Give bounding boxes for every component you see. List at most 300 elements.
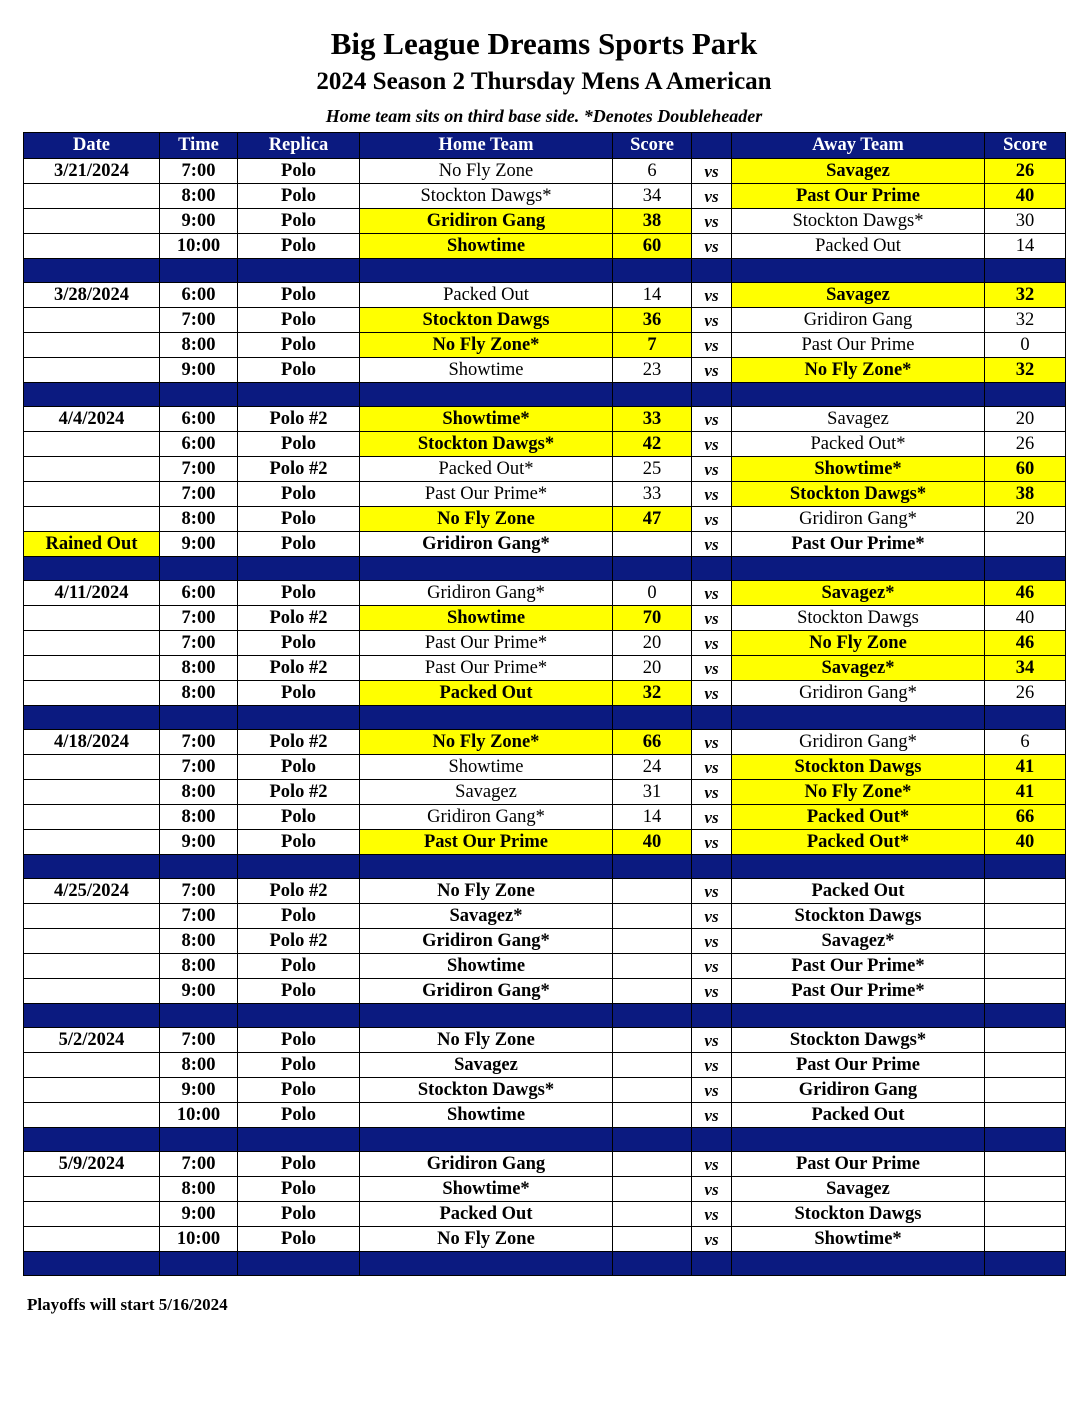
date-cell <box>24 979 160 1004</box>
date-cell <box>24 904 160 929</box>
separator-cell <box>692 855 732 879</box>
home-score-cell: 24 <box>613 755 692 780</box>
vs-cell: vs <box>692 482 732 507</box>
table-row <box>24 1103 1066 1128</box>
separator-cell <box>613 1004 692 1028</box>
home-team-cell: Gridiron Gang <box>360 1152 613 1177</box>
home-team-cell: No Fly Zone <box>360 1227 613 1252</box>
away-team-cell: Savagez* <box>732 929 985 954</box>
separator-cell <box>613 1252 692 1276</box>
footer-note: Playoffs will start 5/16/2024 <box>27 1295 228 1314</box>
page-note: Home team sits on third base side. *Denotes Doubleheader <box>325 106 763 126</box>
date-cell <box>24 830 160 855</box>
home-score-cell: 31 <box>613 780 692 805</box>
table-row <box>24 333 1066 358</box>
home-score-cell: 33 <box>613 482 692 507</box>
date-cell <box>24 681 160 706</box>
home-team-cell: Packed Out* <box>360 457 613 482</box>
vs-cell: vs <box>692 755 732 780</box>
separator-cell <box>160 706 238 730</box>
vs-cell: vs <box>692 234 732 259</box>
date-cell <box>24 1227 160 1252</box>
date-note-cell: Rained Out <box>24 532 160 557</box>
table-row <box>24 1177 1066 1202</box>
replica-cell: Polo <box>238 681 360 706</box>
vs-cell: vs <box>692 184 732 209</box>
separator-cell <box>360 1252 613 1276</box>
table-row <box>24 730 1066 755</box>
home-score-cell <box>613 1227 692 1252</box>
separator-cell <box>360 259 613 283</box>
replica-cell: Polo <box>238 432 360 457</box>
away-score-cell: 32 <box>985 308 1066 333</box>
replica-cell: Polo <box>238 1103 360 1128</box>
table-row <box>24 308 1066 333</box>
schedule-table <box>23 132 1066 1276</box>
home-team-cell: Savagez <box>360 1053 613 1078</box>
col-away-score-header: Score <box>985 133 1066 159</box>
away-score-cell: 0 <box>985 333 1066 358</box>
home-score-cell: 6 <box>613 159 692 184</box>
replica-cell: Polo #2 <box>238 879 360 904</box>
away-score-cell <box>985 904 1066 929</box>
date-cell <box>24 432 160 457</box>
vs-cell: vs <box>692 1227 732 1252</box>
table-row <box>24 159 1066 184</box>
time-cell: 7:00 <box>160 631 238 656</box>
separator-cell <box>985 259 1066 283</box>
away-score-cell <box>985 1053 1066 1078</box>
away-team-cell: Stockton Dawgs* <box>732 1028 985 1053</box>
home-team-cell: Past Our Prime* <box>360 631 613 656</box>
separator-cell <box>692 1128 732 1152</box>
away-team-cell: Savagez* <box>732 656 985 681</box>
separator-cell <box>985 855 1066 879</box>
date-cell <box>24 954 160 979</box>
table-row <box>24 532 1066 557</box>
vs-cell: vs <box>692 805 732 830</box>
vs-cell: vs <box>692 1177 732 1202</box>
separator-cell <box>692 383 732 407</box>
separator-cell <box>238 855 360 879</box>
separator-cell <box>360 1128 613 1152</box>
separator-cell <box>360 383 613 407</box>
replica-cell: Polo <box>238 532 360 557</box>
home-score-cell <box>613 1053 692 1078</box>
home-team-cell: Stockton Dawgs* <box>360 432 613 457</box>
separator-cell <box>24 383 160 407</box>
home-score-cell: 33 <box>613 407 692 432</box>
vs-cell: vs <box>692 209 732 234</box>
separator-cell <box>238 1004 360 1028</box>
vs-cell: vs <box>692 830 732 855</box>
separator-cell <box>360 706 613 730</box>
time-cell: 7:00 <box>160 755 238 780</box>
home-team-cell: Gridiron Gang* <box>360 929 613 954</box>
replica-cell: Polo <box>238 631 360 656</box>
home-team-cell: Gridiron Gang* <box>360 805 613 830</box>
time-cell: 6:00 <box>160 407 238 432</box>
home-team-cell: Showtime <box>360 1103 613 1128</box>
home-team-cell: Past Our Prime* <box>360 482 613 507</box>
away-team-cell: Packed Out <box>732 1103 985 1128</box>
time-cell: 8:00 <box>160 656 238 681</box>
vs-cell: vs <box>692 308 732 333</box>
vs-cell: vs <box>692 681 732 706</box>
replica-cell: Polo <box>238 1053 360 1078</box>
away-team-cell: Past Our Prime <box>732 184 985 209</box>
table-row <box>24 432 1066 457</box>
home-team-cell: Gridiron Gang* <box>360 979 613 1004</box>
separator-cell <box>160 855 238 879</box>
vs-cell: vs <box>692 407 732 432</box>
vs-cell: vs <box>692 1028 732 1053</box>
home-team-cell: No Fly Zone <box>360 1028 613 1053</box>
replica-cell: Polo <box>238 507 360 532</box>
separator-cell <box>360 557 613 581</box>
away-score-cell: 26 <box>985 681 1066 706</box>
away-score-cell <box>985 1103 1066 1128</box>
away-score-cell: 32 <box>985 358 1066 383</box>
time-cell: 10:00 <box>160 234 238 259</box>
away-score-cell: 20 <box>985 507 1066 532</box>
table-row <box>24 1202 1066 1227</box>
table-row <box>24 879 1066 904</box>
vs-cell: vs <box>692 1078 732 1103</box>
col-time-header: Time <box>160 133 238 159</box>
home-score-cell <box>613 1152 692 1177</box>
week-separator-row <box>24 259 1066 283</box>
separator-cell <box>160 383 238 407</box>
away-team-cell: Stockton Dawgs <box>732 904 985 929</box>
separator-cell <box>613 383 692 407</box>
away-score-cell <box>985 1078 1066 1103</box>
time-cell: 8:00 <box>160 507 238 532</box>
home-score-cell: 32 <box>613 681 692 706</box>
away-score-cell: 6 <box>985 730 1066 755</box>
table-row <box>24 780 1066 805</box>
week-separator-row <box>24 706 1066 730</box>
home-score-cell: 20 <box>613 631 692 656</box>
page-subtitle: 2024 Season 2 Thursday Mens A American <box>316 68 772 95</box>
away-score-cell <box>985 1028 1066 1053</box>
separator-cell <box>985 1004 1066 1028</box>
separator-cell <box>24 259 160 283</box>
away-team-cell: Stockton Dawgs <box>732 606 985 631</box>
away-score-cell <box>985 1202 1066 1227</box>
table-row <box>24 755 1066 780</box>
date-cell: 5/2/2024 <box>24 1028 160 1053</box>
home-score-cell <box>613 532 692 557</box>
away-score-cell: 32 <box>985 283 1066 308</box>
table-row <box>24 358 1066 383</box>
separator-cell <box>360 1004 613 1028</box>
date-cell <box>24 656 160 681</box>
away-score-cell: 40 <box>985 830 1066 855</box>
date-cell <box>24 631 160 656</box>
away-score-cell <box>985 1152 1066 1177</box>
separator-cell <box>24 855 160 879</box>
time-cell: 10:00 <box>160 1227 238 1252</box>
away-team-cell: No Fly Zone* <box>732 358 985 383</box>
week-separator-row <box>24 557 1066 581</box>
time-cell: 6:00 <box>160 581 238 606</box>
away-team-cell: Packed Out* <box>732 830 985 855</box>
replica-cell: Polo <box>238 1227 360 1252</box>
separator-cell <box>24 557 160 581</box>
away-team-cell: Gridiron Gang <box>732 1078 985 1103</box>
time-cell: 8:00 <box>160 1177 238 1202</box>
time-cell: 7:00 <box>160 1028 238 1053</box>
col-date-header: Date <box>24 133 160 159</box>
separator-cell <box>360 855 613 879</box>
time-cell: 8:00 <box>160 333 238 358</box>
replica-cell: Polo <box>238 830 360 855</box>
date-cell <box>24 184 160 209</box>
table-row <box>24 1028 1066 1053</box>
vs-cell: vs <box>692 606 732 631</box>
table-row <box>24 234 1066 259</box>
vs-cell: vs <box>692 283 732 308</box>
home-score-cell <box>613 929 692 954</box>
date-cell <box>24 333 160 358</box>
replica-cell: Polo #2 <box>238 606 360 631</box>
separator-cell <box>692 706 732 730</box>
time-cell: 8:00 <box>160 929 238 954</box>
col-replica-header: Replica <box>238 133 360 159</box>
time-cell: 9:00 <box>160 979 238 1004</box>
table-row <box>24 482 1066 507</box>
separator-cell <box>985 557 1066 581</box>
date-cell <box>24 234 160 259</box>
away-score-cell: 40 <box>985 184 1066 209</box>
table-row <box>24 656 1066 681</box>
away-team-cell: Stockton Dawgs <box>732 755 985 780</box>
week-separator-row <box>24 1004 1066 1028</box>
separator-cell <box>692 259 732 283</box>
away-team-cell: Packed Out <box>732 234 985 259</box>
home-team-cell: Past Our Prime <box>360 830 613 855</box>
table-row <box>24 507 1066 532</box>
time-cell: 7:00 <box>160 159 238 184</box>
home-score-cell: 14 <box>613 805 692 830</box>
separator-cell <box>238 1128 360 1152</box>
date-cell <box>24 209 160 234</box>
vs-cell: vs <box>692 1103 732 1128</box>
date-cell <box>24 805 160 830</box>
vs-cell: vs <box>692 358 732 383</box>
away-team-cell: Past Our Prime* <box>732 979 985 1004</box>
separator-cell <box>24 1252 160 1276</box>
date-cell <box>24 780 160 805</box>
week-separator-row <box>24 1252 1066 1276</box>
table-row <box>24 979 1066 1004</box>
home-team-cell: Packed Out <box>360 1202 613 1227</box>
away-team-cell: Showtime* <box>732 1227 985 1252</box>
away-score-cell: 46 <box>985 631 1066 656</box>
separator-cell <box>238 557 360 581</box>
date-cell <box>24 1202 160 1227</box>
time-cell: 8:00 <box>160 805 238 830</box>
time-cell: 9:00 <box>160 532 238 557</box>
col-vs-header <box>692 133 732 159</box>
away-team-cell: Packed Out <box>732 879 985 904</box>
time-cell: 8:00 <box>160 954 238 979</box>
week-separator-row <box>24 855 1066 879</box>
vs-cell: vs <box>692 904 732 929</box>
date-cell <box>24 929 160 954</box>
away-score-cell: 41 <box>985 755 1066 780</box>
home-team-cell: Showtime* <box>360 407 613 432</box>
date-cell: 4/11/2024 <box>24 581 160 606</box>
table-row <box>24 1227 1066 1252</box>
replica-cell: Polo #2 <box>238 929 360 954</box>
home-score-cell: 66 <box>613 730 692 755</box>
home-score-cell <box>613 904 692 929</box>
separator-cell <box>238 706 360 730</box>
vs-cell: vs <box>692 159 732 184</box>
separator-cell <box>692 1004 732 1028</box>
separator-cell <box>238 259 360 283</box>
replica-cell: Polo <box>238 209 360 234</box>
home-score-cell <box>613 1103 692 1128</box>
vs-cell: vs <box>692 432 732 457</box>
date-cell <box>24 457 160 482</box>
time-cell: 8:00 <box>160 1053 238 1078</box>
away-score-cell: 26 <box>985 432 1066 457</box>
home-team-cell: Gridiron Gang* <box>360 581 613 606</box>
vs-cell: vs <box>692 929 732 954</box>
vs-cell: vs <box>692 333 732 358</box>
replica-cell: Polo <box>238 1078 360 1103</box>
time-cell: 7:00 <box>160 879 238 904</box>
vs-cell: vs <box>692 730 732 755</box>
schedule-body <box>24 159 1066 1276</box>
separator-cell <box>732 1004 985 1028</box>
replica-cell: Polo <box>238 805 360 830</box>
time-cell: 8:00 <box>160 681 238 706</box>
home-score-cell: 25 <box>613 457 692 482</box>
table-row <box>24 1078 1066 1103</box>
replica-cell: Polo <box>238 581 360 606</box>
replica-cell: Polo <box>238 904 360 929</box>
separator-cell <box>985 1128 1066 1152</box>
home-team-cell: Packed Out <box>360 283 613 308</box>
separator-cell <box>238 1252 360 1276</box>
separator-cell <box>692 557 732 581</box>
date-cell <box>24 606 160 631</box>
separator-cell <box>732 557 985 581</box>
away-team-cell: Gridiron Gang* <box>732 681 985 706</box>
separator-cell <box>160 1252 238 1276</box>
time-cell: 7:00 <box>160 1152 238 1177</box>
home-score-cell: 7 <box>613 333 692 358</box>
home-team-cell: No Fly Zone* <box>360 333 613 358</box>
away-team-cell: Past Our Prime <box>732 1152 985 1177</box>
home-score-cell <box>613 879 692 904</box>
col-away-team-header: Away Team <box>732 133 985 159</box>
separator-cell <box>985 706 1066 730</box>
table-row <box>24 581 1066 606</box>
table-row <box>24 805 1066 830</box>
home-score-cell: 14 <box>613 283 692 308</box>
away-score-cell: 46 <box>985 581 1066 606</box>
away-team-cell: Savagez <box>732 159 985 184</box>
away-score-cell: 26 <box>985 159 1066 184</box>
replica-cell: Polo <box>238 1202 360 1227</box>
table-row <box>24 1152 1066 1177</box>
time-cell: 7:00 <box>160 904 238 929</box>
replica-cell: Polo <box>238 184 360 209</box>
home-team-cell: Showtime <box>360 954 613 979</box>
away-team-cell: Savagez <box>732 407 985 432</box>
date-cell <box>24 755 160 780</box>
home-team-cell: No Fly Zone <box>360 507 613 532</box>
away-score-cell <box>985 1177 1066 1202</box>
date-cell: 3/21/2024 <box>24 159 160 184</box>
date-cell: 4/25/2024 <box>24 879 160 904</box>
replica-cell: Polo <box>238 755 360 780</box>
replica-cell: Polo #2 <box>238 457 360 482</box>
home-team-cell: Packed Out <box>360 681 613 706</box>
week-separator-row <box>24 1128 1066 1152</box>
time-cell: 9:00 <box>160 209 238 234</box>
separator-cell <box>613 855 692 879</box>
away-score-cell: 40 <box>985 606 1066 631</box>
table-row <box>24 954 1066 979</box>
away-team-cell: Gridiron Gang <box>732 308 985 333</box>
home-score-cell: 0 <box>613 581 692 606</box>
time-cell: 8:00 <box>160 184 238 209</box>
separator-cell <box>732 1128 985 1152</box>
home-score-cell: 40 <box>613 830 692 855</box>
replica-cell: Polo <box>238 954 360 979</box>
replica-cell: Polo <box>238 358 360 383</box>
home-team-cell: Past Our Prime* <box>360 656 613 681</box>
time-cell: 9:00 <box>160 1078 238 1103</box>
time-cell: 10:00 <box>160 1103 238 1128</box>
away-team-cell: Past Our Prime* <box>732 954 985 979</box>
time-cell: 9:00 <box>160 830 238 855</box>
replica-cell: Polo <box>238 482 360 507</box>
replica-cell: Polo <box>238 1177 360 1202</box>
replica-cell: Polo <box>238 1152 360 1177</box>
vs-cell: vs <box>692 631 732 656</box>
home-team-cell: No Fly Zone <box>360 879 613 904</box>
date-cell: 4/18/2024 <box>24 730 160 755</box>
separator-cell <box>732 259 985 283</box>
away-team-cell: Stockton Dawgs* <box>732 482 985 507</box>
home-score-cell: 36 <box>613 308 692 333</box>
vs-cell: vs <box>692 879 732 904</box>
separator-cell <box>732 383 985 407</box>
table-row <box>24 283 1066 308</box>
time-cell: 7:00 <box>160 606 238 631</box>
separator-cell <box>613 1128 692 1152</box>
separator-cell <box>160 1128 238 1152</box>
away-team-cell: Gridiron Gang* <box>732 507 985 532</box>
separator-cell <box>985 383 1066 407</box>
home-team-cell: Showtime <box>360 755 613 780</box>
away-score-cell: 30 <box>985 209 1066 234</box>
home-team-cell: Showtime <box>360 606 613 631</box>
away-score-cell <box>985 929 1066 954</box>
replica-cell: Polo #2 <box>238 780 360 805</box>
home-team-cell: Gridiron Gang* <box>360 532 613 557</box>
away-team-cell: Past Our Prime <box>732 1053 985 1078</box>
away-score-cell: 14 <box>985 234 1066 259</box>
replica-cell: Polo <box>238 308 360 333</box>
